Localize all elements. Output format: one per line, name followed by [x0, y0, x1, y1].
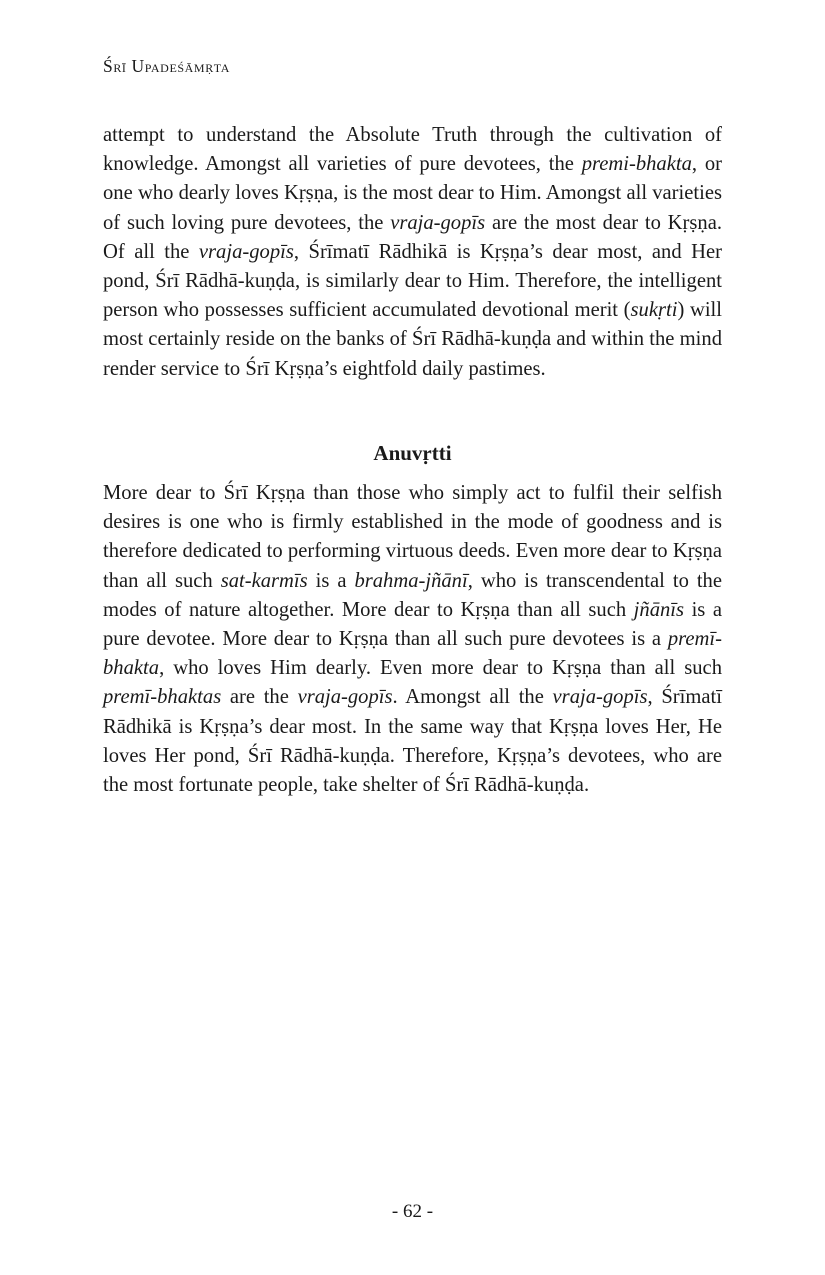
- text-run: . Amongst all the: [392, 686, 553, 709]
- body-paragraph: [103, 479, 722, 800]
- text-run: , or one who dearly loves Kṛṣṇa, is the most dear to Him. Amongst all varieties of such loving pure devotees, the: [103, 153, 722, 234]
- italic-term: sukṛti: [630, 299, 678, 322]
- italic-term: vraja-gopīs: [390, 211, 486, 234]
- text-run: is a pure devotee. More dear to Kṛṣṇa than all such pure devotees is a: [103, 598, 722, 651]
- text-run: , Śrīmatī Rādhikā is Kṛṣṇa’s dear most, and Her pond, Śrī Rādhā-kuṇḍa, is similarly dear to Him. Therefore, the intelligent person who possesses sufficient accumulated devotional merit (: [103, 240, 722, 322]
- text-run: More dear to Śrī Kṛṣṇa than those who simply act to fulfil their selfish desires is one who is firmly established in the mode of goodness and is therefore dedicated to performing virtuous deeds. Even more dear to Kṛṣṇa than all such: [103, 482, 722, 592]
- section-heading: Anuvṛtti: [373, 441, 452, 465]
- body-paragraph: [103, 121, 722, 384]
- italic-term: sat-karmīs: [220, 569, 308, 592]
- running-head-title: Śrī Upadeśāmṛta: [103, 56, 231, 76]
- italic-term: premī-bhakta: [103, 628, 722, 680]
- text-run: attempt to understand the Absolute Truth through the cultivation of knowledge. Amongst all varieties of pure devotees, the: [103, 124, 722, 176]
- italic-term: brahma-jñānī: [354, 569, 468, 592]
- italic-term: vraja-gopīs: [552, 686, 648, 709]
- page-number: - 62 -: [391, 1201, 434, 1222]
- italic-term: premi-bhakta: [581, 153, 692, 176]
- text-run: ) will most certainly reside on the banks of Śrī Rādhā-kuṇḍa and within the mind render service to Śrī Kṛṣṇa’s eightfold daily pastimes.: [103, 299, 722, 380]
- italic-term: premī-bhaktas: [103, 686, 222, 709]
- italic-term: jñānīs: [633, 598, 685, 621]
- text-run: are the most dear to Kṛṣṇa. Of all the: [103, 211, 722, 263]
- italic-term: vraja-gopīs: [297, 686, 393, 709]
- text-run: , who is transcendental to the modes of nature altogether. More dear to Kṛṣṇa than all such: [103, 569, 722, 621]
- italic-term: vraja-gopīs: [198, 240, 294, 263]
- text-run: , who loves Him dearly. Even more dear to Kṛṣṇa than all such: [159, 657, 722, 680]
- text-run: , Śrīmatī Rādhikā is Kṛṣṇa’s dear most. In the same way that Kṛṣṇa loves Her, He loves Her pond, Śrī Rādhā-kuṇḍa. Therefore, Kṛṣṇa’s devotees, who are the most fortunate people, take shelter of Śrī Rādhā-kuṇḍa.: [103, 686, 722, 797]
- text-run: is a: [307, 569, 355, 592]
- text-run: are the: [221, 686, 298, 709]
